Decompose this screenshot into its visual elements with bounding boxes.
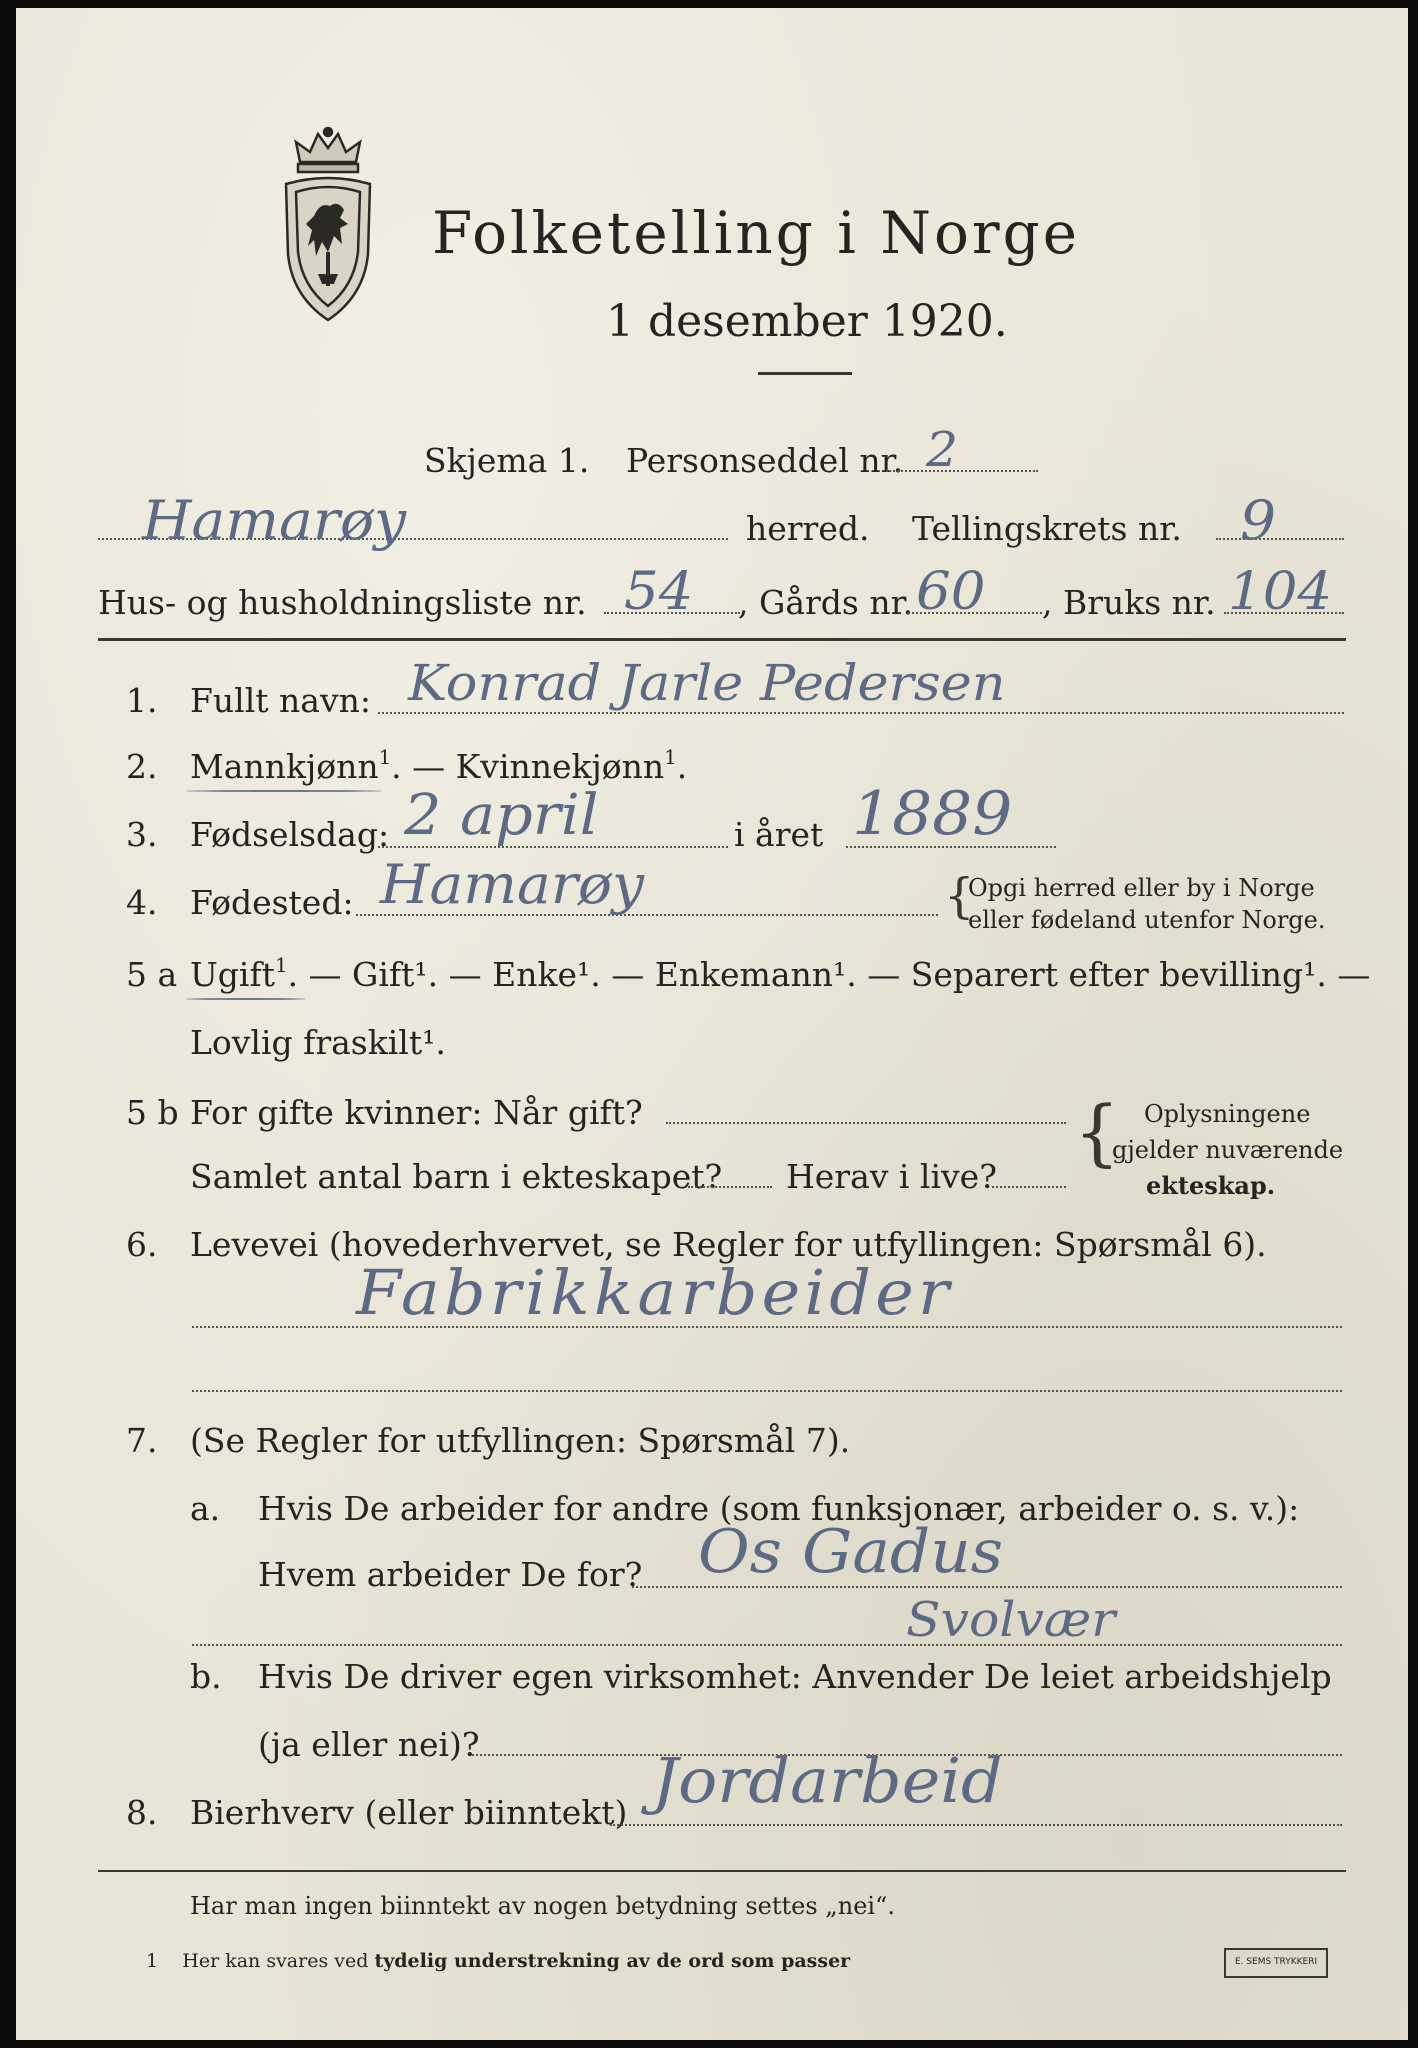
q7a-value1: Os Gadus	[698, 1517, 1004, 1587]
q5b-live-line	[992, 1186, 1066, 1188]
personseddel-value: 2	[926, 422, 959, 478]
q3-label: Fødselsdag:	[190, 815, 390, 854]
printer-stamp-text: E. SEMS TRYKKERI	[1234, 1957, 1318, 1967]
personseddel-label: Personseddel nr.	[626, 441, 904, 480]
bruks-label: , Bruks nr.	[1042, 583, 1216, 622]
tellingskrets-line	[1216, 538, 1344, 540]
q2-end: .	[676, 747, 688, 786]
q4-number: 4.	[126, 883, 158, 922]
q5b-note3: ekteskap.	[1146, 1171, 1276, 1200]
q5b-label1: For gifte kvinner: Når gift?	[190, 1093, 643, 1132]
q3-number: 3.	[126, 815, 158, 854]
footnote-number: 1	[146, 1950, 159, 1972]
norwegian-coat-of-arms-icon	[268, 124, 388, 334]
gards-label: , Gårds nr.	[738, 583, 914, 622]
q8-number: 8.	[126, 1793, 158, 1832]
tellingskrets-value: 9	[1240, 489, 1277, 552]
q5b-label2: Samlet antal barn i ekteskapet?	[190, 1157, 723, 1196]
herred-label: herred.	[746, 509, 870, 548]
title-divider	[758, 372, 852, 375]
q5a-other-options: . — Gift¹. — Enke¹. — Enkemann¹. — Separert efter bevilling¹. —	[287, 955, 1371, 994]
q7b-question: (ja eller nei)?	[258, 1725, 480, 1764]
q7-label: (Se Regler for utfyllingen: Spørsmål 7).	[190, 1421, 851, 1460]
q2-options: Mannkjønn$^1$. — Kvinnekjønn$^1$.	[190, 746, 688, 786]
q1-label: Fullt navn:	[190, 681, 371, 720]
q7-number: 7.	[126, 1421, 158, 1460]
q4-note-brace: {	[944, 868, 975, 924]
footnote	[146, 1952, 850, 1971]
q7b-letter: b.	[190, 1657, 222, 1696]
q1-number: 1.	[126, 681, 158, 720]
q5b-note-brace: {	[1074, 1090, 1120, 1174]
q1-value: Konrad Jarle Pedersen	[408, 654, 1006, 712]
tellingskrets-label: Tellingskrets nr.	[912, 509, 1182, 548]
gards-value: 60	[916, 562, 986, 622]
footnote-emphasis: tydelig understrekning av de ord som passer	[374, 1950, 851, 1972]
q5a-ugift-option: Ugift	[190, 955, 275, 994]
printer-stamp	[1224, 1948, 1328, 1978]
q5a-line2: Lovlig fraskilt¹.	[190, 1023, 446, 1062]
q6-label: Levevei (hovederhvervet, se Regler for utfyllingen: Spørsmål 6).	[190, 1225, 1267, 1264]
q8-line	[610, 1824, 1342, 1826]
q5b-gift-line	[666, 1122, 1066, 1124]
q7a-question: Hvem arbeider De for?	[258, 1555, 643, 1594]
census-date: 1 desember 1920.	[606, 296, 1008, 347]
bruks-value: 104	[1228, 562, 1333, 622]
q5b-label3: Herav i live?	[786, 1157, 997, 1196]
q3-year-label: i året	[734, 815, 824, 854]
q7a-letter: a.	[190, 1489, 221, 1528]
census-form	[16, 8, 1408, 2040]
q2-male-option: Mannkjønn	[190, 747, 379, 786]
q6-value: Fabrikkarbeider	[356, 1256, 954, 1329]
q7b-label: Hvis De driver egen virksomhet: Anvender De leiet arbeidshjelp	[258, 1657, 1332, 1696]
q6-line2	[192, 1390, 1342, 1392]
q6-number: 6.	[126, 1225, 158, 1264]
q5a-options: Ugift$^1$. — Gift¹. — Enke¹. — Enkemann¹. — Separert efter bevilling¹. —	[190, 954, 1371, 994]
personseddel-line	[886, 470, 1038, 472]
footnote-text: Her kan svares ved	[182, 1950, 375, 1972]
q5a-number: 5 a	[126, 955, 178, 994]
q3-year-value: 1889	[852, 779, 1013, 849]
q5b-number: 5 b	[126, 1093, 179, 1132]
q2-number: 2.	[126, 747, 158, 786]
q8-label: Bierhverv (eller biinntekt)	[190, 1793, 628, 1832]
q2-male-underline	[186, 790, 382, 792]
q4-value: Hamarøy	[380, 853, 645, 916]
hus-value: 54	[624, 562, 694, 622]
form-title: Folketelling i Norge	[432, 199, 1081, 267]
q5a-ugift-underline	[186, 998, 306, 1000]
skjema-label: Skjema 1.	[424, 441, 590, 480]
q4-note-line1: Opgi herred eller by i Norge	[968, 874, 1315, 902]
header-divider	[98, 638, 1346, 641]
q5b-barn-line	[688, 1186, 772, 1188]
footer-divider	[98, 1870, 1346, 1872]
q4-label: Fødested:	[190, 883, 354, 922]
q5b-note2: gjelder nuværende	[1112, 1136, 1344, 1164]
q4-note-line2: eller fødeland utenfor Norge.	[968, 906, 1326, 934]
q7a-value2: Svolvær	[906, 1592, 1116, 1648]
hus-label: Hus- og husholdningsliste nr.	[98, 583, 587, 622]
herred-value: Hamarøy	[142, 489, 407, 552]
q3-day-value: 2 april	[404, 783, 599, 848]
q5b-note1: Oplysningene	[1144, 1100, 1311, 1128]
q7a-label: Hvis De arbeider for andre (som funksjonær, arbeider o. s. v.):	[258, 1489, 1300, 1528]
q1-line	[378, 712, 1344, 714]
q2-separator: . —	[391, 747, 456, 786]
q2-female-option: Kvinnekjønn	[455, 747, 665, 786]
q7a-line2	[192, 1644, 1342, 1646]
q8-value: Jordarbeid	[652, 1744, 1003, 1817]
footer-note: Har man ingen biinntekt av nogen betydning settes „nei“.	[190, 1892, 895, 1920]
